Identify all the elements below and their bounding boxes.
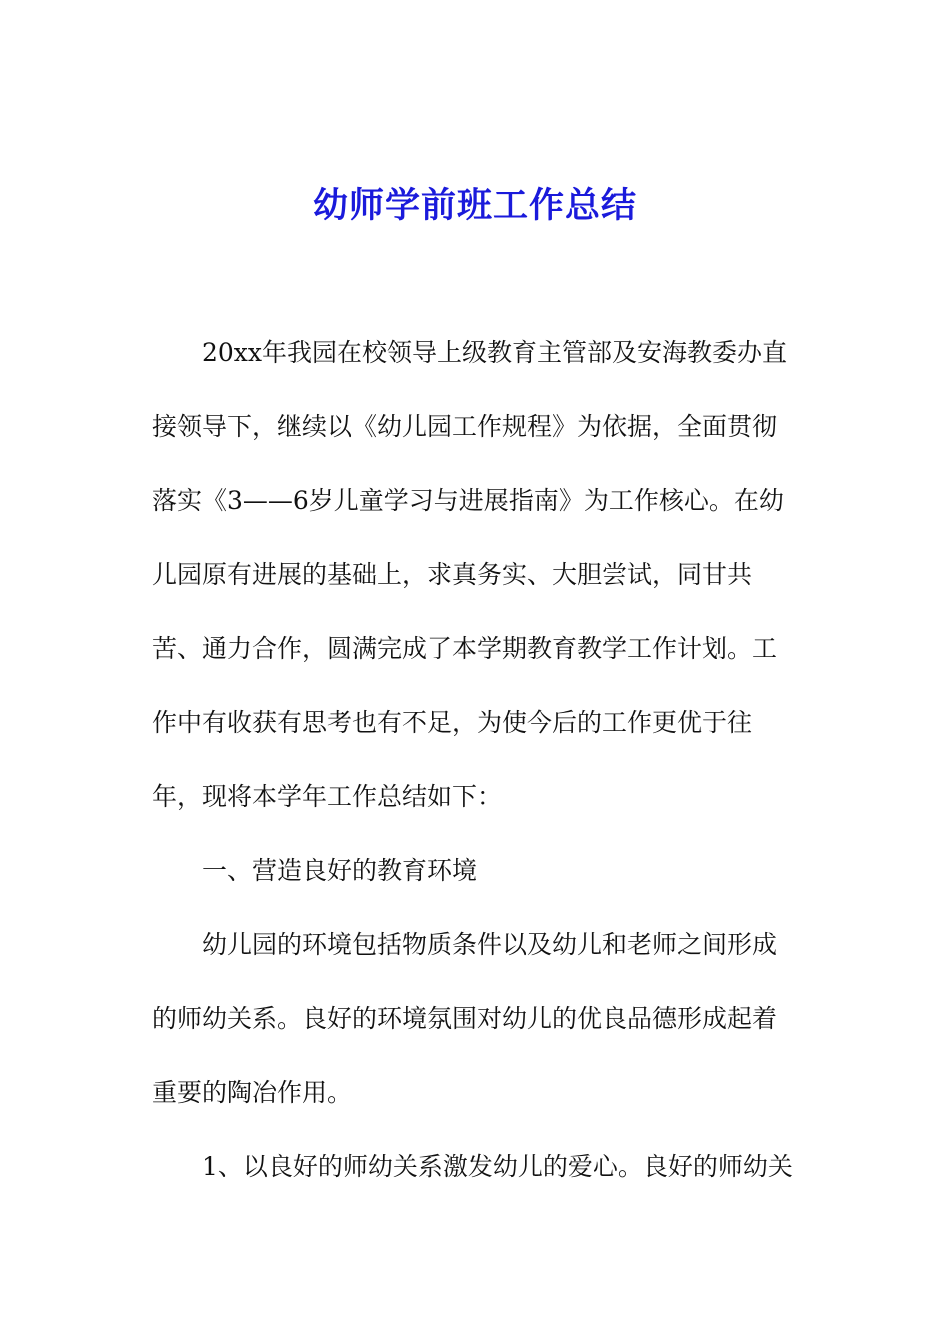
paragraph-line: 接领导下，继续以《幼儿园工作规程》为依据，全面贯彻: [152, 412, 778, 441]
paragraph-line: 重要的陶冶作用。: [152, 1078, 353, 1107]
paragraph-line: 苦、通力合作，圆满完成了本学期教育教学工作计划。工: [152, 634, 778, 663]
paragraph-line: 1、以良好的师幼关系激发幼儿的爱心。良好的师幼关: [202, 1152, 793, 1181]
paragraph-line: 作中有收获有思考也有不足，为使今后的工作更优于往: [152, 708, 753, 737]
paragraph-line: 20xx年我园在校领导上级教育主管部及安海教委办直: [202, 338, 788, 367]
paragraph-line: 落实《3——6岁儿童学习与进展指南》为工作核心。在幼: [152, 486, 784, 515]
paragraph-line: 年，现将本学年工作总结如下：: [152, 782, 503, 811]
document-title: 幼师学前班工作总结: [312, 185, 637, 226]
paragraph-line: 儿园原有进展的基础上，求真务实、大胆尝试，同甘共: [152, 560, 753, 589]
paragraph-line: 幼儿园的环境包括物质条件以及幼儿和老师之间形成: [202, 930, 778, 959]
paragraph-line: 的师幼关系。良好的环境氛围对幼儿的优良品德形成起着: [152, 1004, 778, 1033]
section-heading: 一、营造良好的教育环境: [202, 856, 478, 885]
